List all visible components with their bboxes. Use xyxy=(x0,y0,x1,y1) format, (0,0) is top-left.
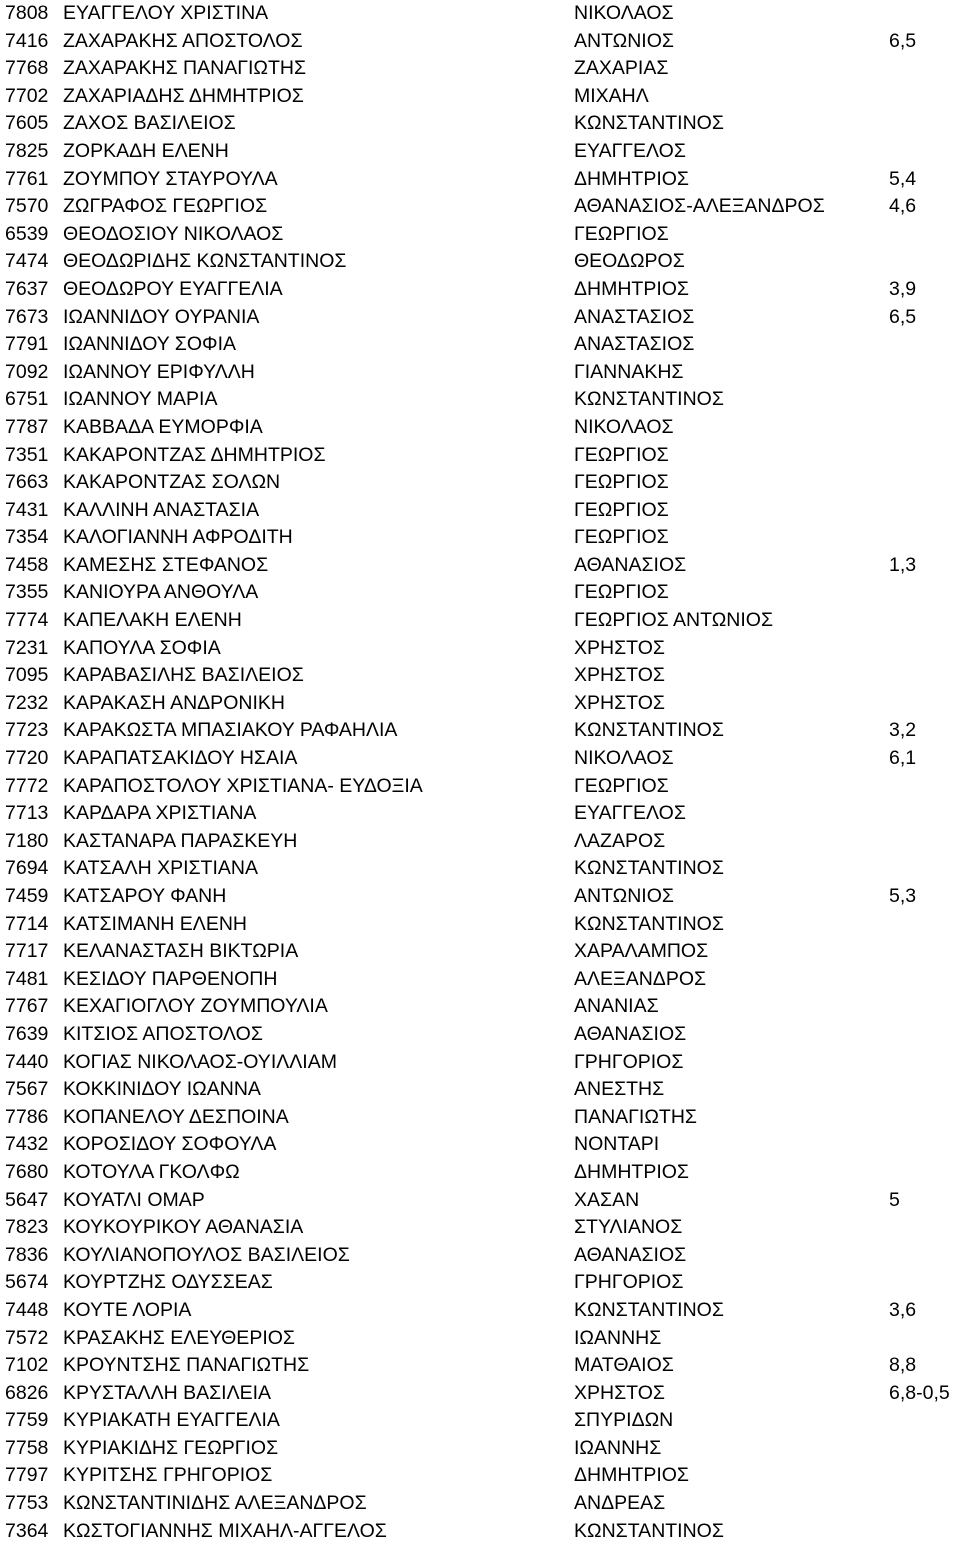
row-id: 7836 xyxy=(5,1243,49,1266)
row-grade: 4,6 xyxy=(889,195,917,218)
table-row xyxy=(0,966,960,994)
row-id: 7231 xyxy=(5,636,49,659)
row-name: ΚΑΝΙΟΥΡΑ ΑΝΘΟΥΛΑ xyxy=(63,581,259,604)
table-row xyxy=(0,662,960,690)
row-grade: 3,2 xyxy=(889,719,917,742)
row-id: 7723 xyxy=(5,719,49,742)
table-row xyxy=(0,800,960,828)
row-name: ΚΑΜΕΣΗΣ ΣΤΕΦΑΝΟΣ xyxy=(63,553,269,576)
row-father-name: ΚΩΝΣΤΑΝΤΙΝΟΣ xyxy=(574,912,724,935)
row-id: 7637 xyxy=(5,277,49,300)
table-row xyxy=(0,773,960,801)
row-name: ΚΟΥΡΤΖΗΣ ΟΔΥΣΣΕΑΣ xyxy=(63,1271,273,1294)
row-father-name: ΧΑΣΑΝ xyxy=(574,1188,640,1211)
table-row xyxy=(0,110,960,138)
row-name: ΚΡΥΣΤΑΛΛΗ ΒΑΣΙΛΕΙΑ xyxy=(63,1381,272,1404)
table-row xyxy=(0,883,960,911)
row-id: 7232 xyxy=(5,691,49,714)
row-father-name: ΝΙΚΟΛΑΟΣ xyxy=(574,2,674,24)
row-name: ΚΟΤΟΥΛΑ ΓΚΟΛΦΩ xyxy=(63,1160,240,1183)
table-row xyxy=(0,248,960,276)
row-name: ΚΟΠΑΝΕΛΟΥ ΔΕΣΠΟΙΝΑ xyxy=(63,1105,289,1128)
row-name: ΚΡΟΥΝΤΣΗΣ ΠΑΝΑΓΙΩΤΗΣ xyxy=(63,1354,310,1377)
row-father-name: ΚΩΝΣΤΑΝΤΙΝΟΣ xyxy=(574,1519,724,1542)
row-father-name: ΝΙΚΟΛΑΟΣ xyxy=(574,415,674,438)
row-id: 7180 xyxy=(5,829,49,852)
table-row xyxy=(0,690,960,718)
row-father-name: ΔΗΜΗΤΡΙΟΣ xyxy=(574,1464,689,1487)
table-row xyxy=(0,828,960,856)
row-father-name: ΠΑΝΑΓΙΩΤΗΣ xyxy=(574,1105,697,1128)
row-name: ΚΑΡΑΠΑΤΣΑΚΙΔΟΥ ΗΣΑΙΑ xyxy=(63,747,298,770)
table-row xyxy=(0,938,960,966)
table-row xyxy=(0,1490,960,1518)
row-id: 6539 xyxy=(5,222,49,245)
row-name: ΙΩΑΝΝΙΔΟΥ ΣΟΦΙΑ xyxy=(63,333,237,356)
row-id: 7823 xyxy=(5,1216,49,1239)
row-name: ΚΡΑΣΑΚΗΣ ΕΛΕΥΘΕΡΙΟΣ xyxy=(63,1326,295,1349)
row-father-name: ΙΩΑΝΝΗΣ xyxy=(574,1436,662,1459)
table-row xyxy=(0,1159,960,1187)
row-name: ΖΑΧΑΡΙΑΔΗΣ ΔΗΜΗΤΡΙΟΣ xyxy=(63,84,304,107)
row-father-name: ΑΝΑΣΤΑΣΙΟΣ xyxy=(574,333,695,356)
row-father-name: ΜΙΧΑΗΛ xyxy=(574,84,649,107)
row-name: ΚΟΥΛΙΑΝΟΠΟΥΛΟΣ ΒΑΣΙΛΕΙΟΣ xyxy=(63,1243,350,1266)
table-row xyxy=(0,1435,960,1463)
table-row xyxy=(0,193,960,221)
row-id: 7797 xyxy=(5,1464,49,1487)
row-father-name: ΘΕΟΔΩΡΟΣ xyxy=(574,250,685,273)
row-name: ΚΥΡΙΤΣΗΣ ΓΡΗΓΟΡΙΟΣ xyxy=(63,1464,273,1487)
table-row xyxy=(0,1380,960,1408)
row-id: 7774 xyxy=(5,609,49,632)
row-name: ΚΥΡΙΑΚΙΔΗΣ ΓΕΩΡΓΙΟΣ xyxy=(63,1436,279,1459)
table-row xyxy=(0,1407,960,1435)
row-id: 7761 xyxy=(5,167,49,190)
row-name: ΙΩΑΝΝΟΥ ΕΡΙΦΥΛΛΗ xyxy=(63,360,255,383)
row-father-name: ΓΕΩΡΓΙΟΣ xyxy=(574,774,669,797)
row-father-name: ΓΙΑΝΝΑΚΗΣ xyxy=(574,360,684,383)
row-id: 7440 xyxy=(5,1050,49,1073)
row-name: ΚΑΡΑΒΑΣΙΛΗΣ ΒΑΣΙΛΕΙΟΣ xyxy=(63,664,304,687)
row-father-name: ΑΘΑΝΑΣΙΟΣ xyxy=(574,553,687,576)
row-father-name: ΧΡΗΣΤΟΣ xyxy=(574,1381,665,1404)
table-row xyxy=(0,469,960,497)
row-name: ΚΕΛΑΝΑΣΤΑΣΗ ΒΙΚΤΩΡΙΑ xyxy=(63,940,299,963)
row-father-name: ΧΡΗΣΤΟΣ xyxy=(574,664,665,687)
row-id: 7364 xyxy=(5,1519,49,1542)
row-id: 7567 xyxy=(5,1078,49,1101)
row-id: 7474 xyxy=(5,250,49,273)
row-father-name: ΑΝΕΣΤΗΣ xyxy=(574,1078,665,1101)
row-grade: 8,8 xyxy=(889,1354,917,1377)
row-name: ΘΕΟΔΟΣΙΟΥ ΝΙΚΟΛΑΟΣ xyxy=(63,222,284,245)
row-father-name: ΑΝΔΡΕΑΣ xyxy=(574,1492,666,1515)
table-row xyxy=(0,55,960,83)
row-id: 7768 xyxy=(5,57,49,80)
row-name: ΚΟΥΑΤΛΙ ΟΜΑΡ xyxy=(63,1188,205,1211)
row-father-name: ΑΝΤΩΝΙΟΣ xyxy=(574,885,674,907)
row-name: ΖΑΧΑΡΑΚΗΣ ΑΠΟΣΤΟΛΟΣ xyxy=(63,29,303,52)
row-grade: 3,6 xyxy=(889,1298,917,1321)
row-father-name: ΔΗΜΗΤΡΙΟΣ xyxy=(574,1160,689,1183)
row-name: ΚΑΠΟΥΛΑ ΣΟΦΙΑ xyxy=(63,636,221,659)
row-grade: 6,5 xyxy=(889,29,917,52)
row-id: 7680 xyxy=(5,1160,49,1183)
row-name: ΙΩΑΝΝΟΥ ΜΑΡΙΑ xyxy=(63,388,218,411)
row-id: 5674 xyxy=(5,1271,49,1294)
row-father-name: ΑΘΑΝΑΣΙΟΣ-ΑΛΕΞΑΝΔΡΟΣ xyxy=(574,195,825,218)
row-id: 7772 xyxy=(5,774,49,797)
table-row xyxy=(0,1352,960,1380)
row-id: 7702 xyxy=(5,84,49,107)
table-row xyxy=(0,497,960,525)
row-father-name: ΚΩΝΣΤΑΝΤΙΝΟΣ xyxy=(574,719,724,742)
row-name: ΕΥΑΓΓΕΛΟΥ ΧΡΙΣΤΙΝΑ xyxy=(63,2,269,24)
row-name: ΚΟΥΤΕ ΛΟΡΙΑ xyxy=(63,1298,192,1321)
row-father-name: ΑΝΑΣΤΑΣΙΟΣ xyxy=(574,305,695,328)
row-name: ΘΕΟΔΩΡΙΔΗΣ ΚΩΝΣΤΑΝΤΙΝΟΣ xyxy=(63,250,347,273)
row-id: 6826 xyxy=(5,1381,49,1404)
table-row xyxy=(0,855,960,883)
row-id: 5647 xyxy=(5,1188,49,1211)
row-name: ΙΩΑΝΝΙΔΟΥ ΟΥΡΑΝΙΑ xyxy=(63,305,260,328)
row-name: ΚΑΚΑΡΟΝΤΖΑΣ ΔΗΜΗΤΡΙΟΣ xyxy=(63,443,326,466)
row-grade: 6,1 xyxy=(889,747,917,770)
row-father-name: ΛΑΖΑΡΟΣ xyxy=(574,829,666,852)
row-father-name: ΧΑΡΑΛΑΜΠΟΣ xyxy=(574,940,709,963)
row-name: ΚΥΡΙΑΚΑΤΗ ΕΥΑΓΓΕΛΙΑ xyxy=(63,1409,280,1432)
row-id: 7758 xyxy=(5,1436,49,1459)
row-name: ΚΕΣΙΔΟΥ ΠΑΡΘΕΝΟΠΗ xyxy=(63,967,278,990)
row-father-name: ΕΥΑΓΓΕΛΟΣ xyxy=(574,139,686,162)
table-row xyxy=(0,1076,960,1104)
row-id: 7355 xyxy=(5,581,49,604)
table-row xyxy=(0,386,960,414)
row-name: ΚΩΝΣΤΑΝΤΙΝΙΔΗΣ ΑΛΕΞΑΝΔΡΟΣ xyxy=(63,1492,367,1515)
row-father-name: ΖΑΧΑΡΙΑΣ xyxy=(574,57,669,80)
row-name: ΘΕΟΔΩΡΟΥ ΕΥΑΓΓΕΛΙΑ xyxy=(63,277,283,300)
row-father-name: ΧΡΗΣΤΟΣ xyxy=(574,636,665,659)
row-id: 7753 xyxy=(5,1492,49,1515)
table-row xyxy=(0,1214,960,1242)
row-id: 7095 xyxy=(5,664,49,687)
row-father-name: ΔΗΜΗΤΡΙΟΣ xyxy=(574,277,689,300)
table-row xyxy=(0,166,960,194)
row-id: 7717 xyxy=(5,940,49,963)
row-name: ΚΑΣΤΑΝΑΡΑ ΠΑΡΑΣΚΕΥΗ xyxy=(63,829,298,852)
row-id: 7663 xyxy=(5,471,49,494)
table-row xyxy=(0,83,960,111)
row-id: 7572 xyxy=(5,1326,49,1349)
table-row xyxy=(0,359,960,387)
table-row xyxy=(0,579,960,607)
row-id: 7825 xyxy=(5,139,49,162)
table-row xyxy=(0,0,960,28)
row-id: 7673 xyxy=(5,305,49,328)
row-id: 7720 xyxy=(5,747,49,770)
row-name: ΖΟΡΚΑΔΗ ΕΛΕΝΗ xyxy=(63,139,229,162)
row-name: ΖΟΥΜΠΟΥ ΣΤΑΥΡΟΥΛΑ xyxy=(63,167,278,190)
row-name: ΚΑΒΒΑΔΑ ΕΥΜΟΡΦΙΑ xyxy=(63,415,263,438)
row-father-name: ΑΘΑΝΑΣΙΟΣ xyxy=(574,1022,687,1045)
row-father-name: ΓΕΩΡΓΙΟΣ xyxy=(574,471,669,494)
row-name: ΖΑΧΑΡΑΚΗΣ ΠΑΝΑΓΙΩΤΗΣ xyxy=(63,57,307,80)
row-name: ΚΑΡΔΑΡΑ ΧΡΙΣΤΙΑΝΑ xyxy=(63,802,257,825)
row-id: 7713 xyxy=(5,802,49,825)
row-name: ΚΑΛΛΙΝΗ ΑΝΑΣΤΑΣΙΑ xyxy=(63,498,260,521)
row-father-name: ΓΕΩΡΓΙΟΣ xyxy=(574,443,669,466)
row-father-name: ΓΕΩΡΓΙΟΣ xyxy=(574,581,669,604)
row-id: 7639 xyxy=(5,1022,49,1045)
table-row xyxy=(0,1021,960,1049)
row-grade: 3,9 xyxy=(889,277,917,300)
table-row xyxy=(0,717,960,745)
row-father-name: ΑΘΑΝΑΣΙΟΣ xyxy=(574,1243,687,1266)
table-row xyxy=(0,993,960,1021)
row-name: ΚΑΠΕΛΑΚΗ ΕΛΕΝΗ xyxy=(63,609,242,632)
row-father-name: ΓΡΗΓΟΡΙΟΣ xyxy=(574,1050,684,1073)
table-row xyxy=(0,276,960,304)
row-name: ΚΑΡΑΚΩΣΤΑ ΜΠΑΣΙΑΚΟΥ ΡΑΦΑΗΛΙΑ xyxy=(63,719,398,742)
row-father-name: ΓΕΩΡΓΙΟΣ xyxy=(574,498,669,521)
table-row xyxy=(0,635,960,663)
row-grade: 6,8-0,5 xyxy=(889,1381,950,1404)
table-row xyxy=(0,1187,960,1215)
row-father-name: ΙΩΑΝΝΗΣ xyxy=(574,1326,662,1349)
table-row xyxy=(0,331,960,359)
table-row xyxy=(0,1049,960,1077)
row-id: 7459 xyxy=(5,885,49,907)
row-father-name: ΝΙΚΟΛΑΟΣ xyxy=(574,747,674,770)
row-father-name: ΓΕΩΡΓΙΟΣ ΑΝΤΩΝΙΟΣ xyxy=(574,609,773,632)
table-row xyxy=(0,304,960,332)
table-row xyxy=(0,1242,960,1270)
row-father-name: ΕΥΑΓΓΕΛΟΣ xyxy=(574,802,686,825)
table-row xyxy=(0,138,960,166)
table-row xyxy=(0,1462,960,1490)
row-id: 7432 xyxy=(5,1133,49,1156)
row-grade: 5 xyxy=(889,1188,900,1211)
row-father-name: ΝΟΝΤΑΡΙ xyxy=(574,1133,660,1156)
table-row xyxy=(0,442,960,470)
table-row xyxy=(0,221,960,249)
row-grade: 5,4 xyxy=(889,167,917,190)
table-row xyxy=(0,607,960,635)
row-name: ΚΕΧΑΓΙΟΓΛΟΥ ΖΟΥΜΠΟΥΛΙΑ xyxy=(63,995,328,1018)
row-father-name: ΚΩΝΣΤΑΝΤΙΝΟΣ xyxy=(574,388,724,411)
row-id: 7416 xyxy=(5,29,49,52)
row-name: ΚΑΛΟΓΙΑΝΝΗ ΑΦΡΟΔΙΤΗ xyxy=(63,526,293,549)
row-father-name: ΓΕΩΡΓΙΟΣ xyxy=(574,222,669,245)
table-row xyxy=(0,1297,960,1325)
row-father-name: ΚΩΝΣΤΑΝΤΙΝΟΣ xyxy=(574,857,724,880)
table-row xyxy=(0,1325,960,1353)
row-father-name: ΓΕΩΡΓΙΟΣ xyxy=(574,526,669,549)
row-name: ΚΑΤΣΑΡΟΥ ΦΑΝΗ xyxy=(63,885,227,907)
row-father-name: ΣΤΥΛΙΑΝΟΣ xyxy=(574,1216,683,1239)
row-father-name: ΚΩΝΣΤΑΝΤΙΝΟΣ xyxy=(574,1298,724,1321)
row-name: ΚΟΚΚΙΝΙΔΟΥ ΙΩΑΝΝΑ xyxy=(63,1078,261,1101)
row-id: 6751 xyxy=(5,388,49,411)
table-row xyxy=(0,552,960,580)
row-name: ΚΑΡΑΠΟΣΤΟΛΟΥ ΧΡΙΣΤΙΑΝΑ- ΕΥΔΟΞΙΑ xyxy=(63,774,423,797)
row-father-name: ΓΡΗΓΟΡΙΟΣ xyxy=(574,1271,684,1294)
row-id: 7092 xyxy=(5,360,49,383)
row-name: ΚΟΡΟΣΙΔΟΥ ΣΟΦΟΥΛΑ xyxy=(63,1133,277,1156)
row-id: 7786 xyxy=(5,1105,49,1128)
row-grade: 5,3 xyxy=(889,885,917,907)
table-row xyxy=(0,414,960,442)
row-grade: 6,5 xyxy=(889,305,917,328)
row-id: 7431 xyxy=(5,498,49,521)
row-id: 7767 xyxy=(5,995,49,1018)
row-name: ΖΑΧΟΣ ΒΑΣΙΛΕΙΟΣ xyxy=(63,112,236,135)
row-name: ΚΟΓΙΑΣ ΝΙΚΟΛΑΟΣ-ΟΥΙΛΛΙΑΜ xyxy=(63,1050,337,1073)
row-name: ΚΩΣΤΟΓΙΑΝΝΗΣ ΜΙΧΑΗΛ-ΑΓΓΕΛΟΣ xyxy=(63,1519,387,1542)
row-father-name: ΚΩΝΣΤΑΝΤΙΝΟΣ xyxy=(574,112,724,135)
row-name: ΚΑΡΑΚΑΣΗ ΑΝΔΡΟΝΙΚΗ xyxy=(63,691,285,714)
row-name: ΚΟΥΚΟΥΡΙΚΟΥ ΑΘΑΝΑΣΙΑ xyxy=(63,1216,304,1239)
row-name: ΚΙΤΣΙΟΣ ΑΠΟΣΤΟΛΟΣ xyxy=(63,1022,263,1045)
row-id: 7791 xyxy=(5,333,49,356)
row-name: ΚΑΤΣΙΜΑΝΗ ΕΛΕΝΗ xyxy=(63,912,247,935)
row-father-name: ΧΡΗΣΤΟΣ xyxy=(574,691,665,714)
row-id: 7808 xyxy=(5,2,49,24)
row-name: ΚΑΤΣΑΛΗ ΧΡΙΣΤΙΑΝΑ xyxy=(63,857,258,880)
row-id: 7787 xyxy=(5,415,49,438)
row-id: 7759 xyxy=(5,1409,49,1432)
row-father-name: ΑΛΕΞΑΝΔΡΟΣ xyxy=(574,967,707,990)
row-father-name: ΑΝΑΝΙΑΣ xyxy=(574,995,659,1018)
row-grade: 1,3 xyxy=(889,553,917,576)
table-row xyxy=(0,524,960,552)
row-id: 7448 xyxy=(5,1298,49,1321)
row-name: ΖΩΓΡΑΦΟΣ ΓΕΩΡΓΙΟΣ xyxy=(63,195,268,218)
row-id: 7714 xyxy=(5,912,49,935)
table-row xyxy=(0,911,960,939)
row-id: 7102 xyxy=(5,1354,49,1377)
row-father-name: ΔΗΜΗΤΡΙΟΣ xyxy=(574,167,689,190)
table-row xyxy=(0,1131,960,1159)
row-id: 7694 xyxy=(5,857,49,880)
row-id: 7570 xyxy=(5,195,49,218)
table-row xyxy=(0,1518,960,1545)
row-id: 7354 xyxy=(5,526,49,549)
row-father-name: ΑΝΤΩΝΙΟΣ xyxy=(574,29,674,52)
table-row xyxy=(0,1104,960,1132)
table-row xyxy=(0,745,960,773)
row-father-name: ΜΑΤΘΑΙΟΣ xyxy=(574,1354,674,1377)
row-id: 7458 xyxy=(5,553,49,576)
row-id: 7351 xyxy=(5,443,49,466)
row-id: 7605 xyxy=(5,112,49,135)
row-name: ΚΑΚΑΡΟΝΤΖΑΣ ΣΟΛΩΝ xyxy=(63,471,281,494)
table-row xyxy=(0,1269,960,1297)
row-father-name: ΣΠΥΡΙΔΩΝ xyxy=(574,1409,674,1432)
row-id: 7481 xyxy=(5,967,49,990)
table-row xyxy=(0,28,960,56)
